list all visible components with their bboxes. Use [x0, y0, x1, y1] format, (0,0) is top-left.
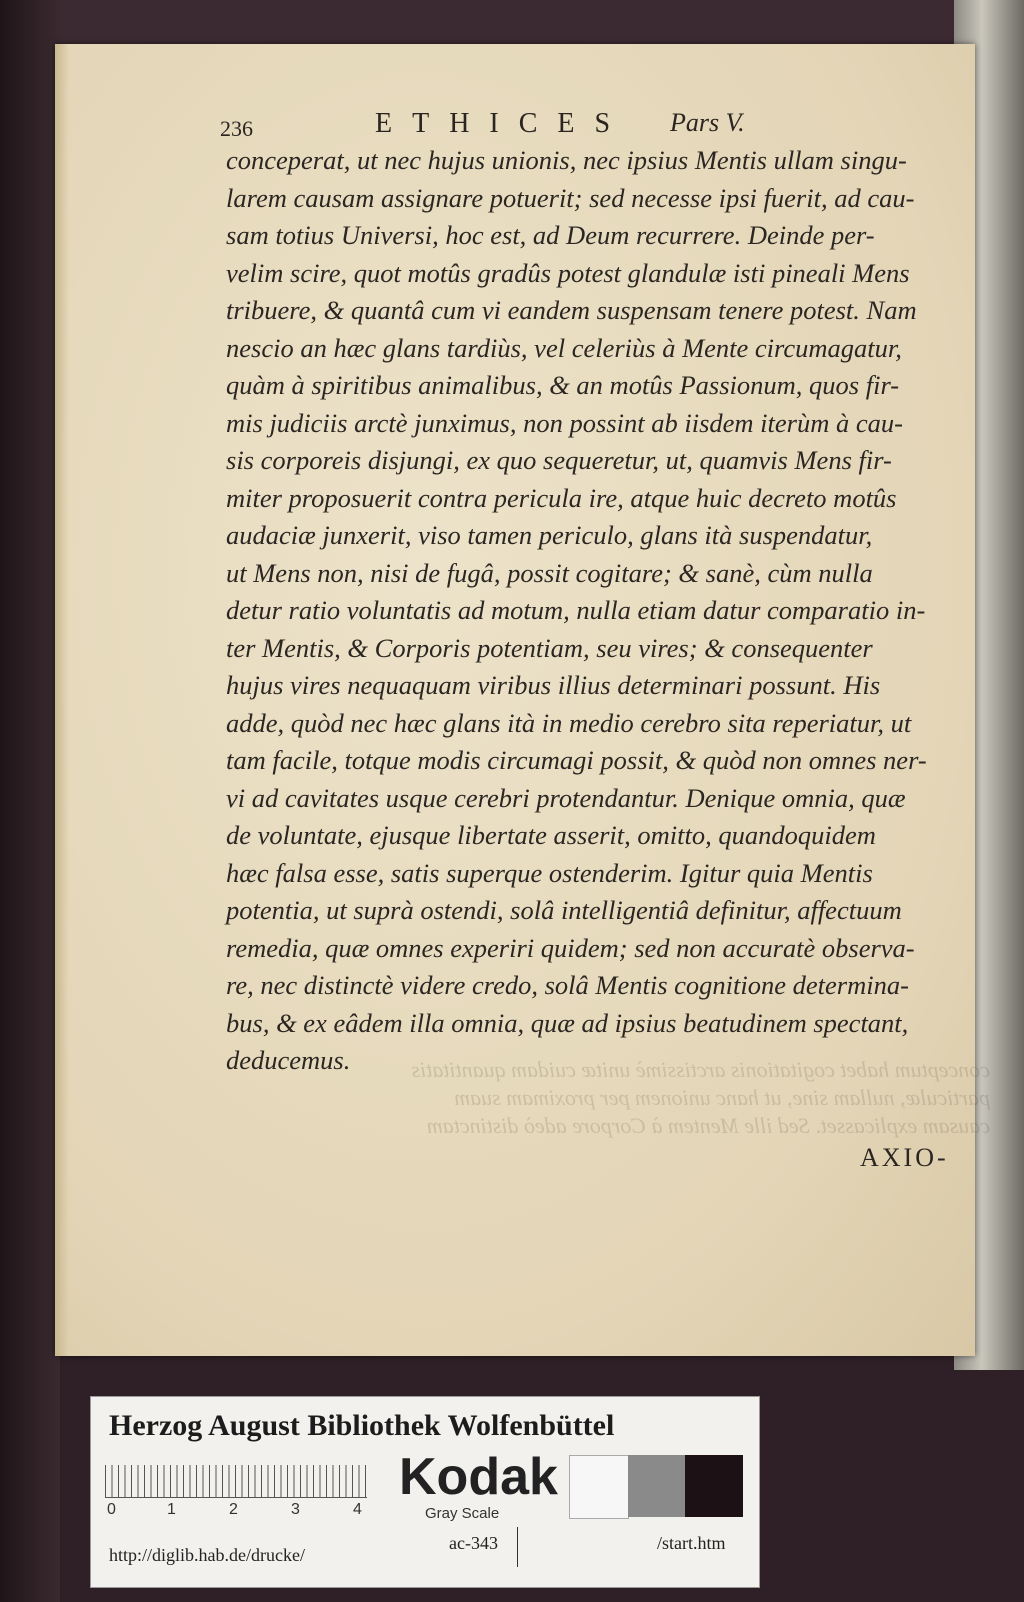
text-line: hujus vires nequaquam viribus illius determinari possunt. His	[226, 670, 881, 700]
gray-patch-white	[569, 1455, 629, 1519]
ruler-number: 1	[167, 1501, 176, 1518]
body-text	[226, 142, 971, 1080]
gray-scale-label: Gray Scale	[425, 1505, 500, 1522]
text-line: audaciæ junxerit, viso tamen periculo, glans ità suspendatur,	[226, 520, 873, 550]
catchword: AXIO-	[860, 1143, 949, 1172]
ruler-number: 3	[291, 1501, 300, 1518]
ruler-number: 0	[107, 1501, 116, 1518]
running-title: ETHICES	[375, 108, 631, 139]
show-through-text: conceptum habet cogitationis arctissimè unitæ cuidam quantitatis particulæ, nullam sine, ut hanc unionem per proximam suam causam explicasset. Sed ille Mentem à Corpore adeò distinctam	[411, 1057, 990, 1138]
text-line: conceperat, ut nec hujus unionis, nec ipsius Mentis ullam singu-	[226, 145, 907, 175]
color-target-card	[90, 1396, 760, 1588]
text-line: ter Mentis, & Corporis potentiam, seu vires; & consequenter	[226, 632, 873, 663]
text-line: detur ratio voluntatis ad motum, nulla etiam datur comparatio in-	[226, 595, 926, 625]
page-number: 236	[220, 116, 253, 141]
ruler-scale	[105, 1465, 367, 1498]
text-line: remedia, quæ omnes experiri quidem; sed non accuratè observa-	[226, 932, 915, 963]
ruler-number: 4	[353, 1501, 362, 1518]
text-line: quàm à spiritibus animalibus, & an motûs Passionum, quos fir-	[226, 370, 900, 400]
start-path: /start.htm	[657, 1533, 726, 1553]
text-line: sis corporeis disjungi, ex quo sequeretur, ut, quamvis Mens fir-	[226, 445, 892, 475]
text-line: vi ad cavitates usque cerebri protendantur. Denique omnia, quæ	[226, 782, 906, 813]
text-line: re, nec distinctè videre credo, solâ Mentis cognitione determina-	[226, 970, 909, 1000]
ruler-number: 2	[229, 1501, 238, 1518]
text-line: adde, quòd nec hæc glans ità in medio cerebro sita reperiatur, ut	[226, 707, 912, 738]
ruler-numbers	[105, 1501, 385, 1523]
library-name: Herzog August Bibliothek Wolfenbüttel	[109, 1409, 615, 1442]
text-line: ut Mens non, nisi de fugâ, possit cogitare; & sanè, cùm nulla	[226, 557, 873, 588]
gray-patch-mid	[628, 1455, 686, 1517]
text-line: bus, & ex eâdem illa omnia, quæ ad ipsius beatudinem spectant,	[226, 1007, 909, 1038]
kodak-logo: Kodak	[399, 1448, 558, 1506]
text-line: tam facile, totque modis circumagi possit, & quòd non omnes ner-	[226, 745, 927, 775]
scanner-backdrop-top	[0, 0, 1024, 44]
text-line: deducemus.	[226, 1045, 351, 1075]
text-line: nescio an hæc glans tardiùs, vel celeriùs à Mente circumagatur,	[226, 332, 902, 363]
text-line: sam totius Universi, hoc est, ad Deum recurrere. Deinde per-	[226, 220, 875, 250]
divider	[517, 1527, 518, 1567]
running-part: Pars V.	[670, 108, 745, 137]
gray-patch-black	[685, 1455, 743, 1517]
text-line: hæc falsa esse, satis superque ostenderim. Igitur quia Mentis	[226, 857, 873, 888]
scanner-backdrop-left	[0, 0, 60, 1602]
page-gutter-shadow	[55, 44, 69, 1356]
text-line: de voluntate, ejusque libertate asserit, omitto, quandoquidem	[226, 820, 876, 850]
text-line: larem causam assignare potuerit; sed necesse ipsi fuerit, ad cau-	[226, 182, 915, 213]
url-text: http://diglib.hab.de/drucke/	[109, 1545, 305, 1565]
text-line: tribuere, & quantâ cum vi eandem suspensam tenere potest. Nam	[226, 295, 917, 325]
shelfmark-code: ac-343	[449, 1533, 498, 1553]
text-line: potentia, ut suprà ostendi, solâ intelligentiâ definitur, affectuum	[226, 895, 902, 925]
text-line: miter proposuerit contra pericula ire, atque huic decreto motûs	[226, 482, 897, 513]
text-line: velim scire, quot motûs gradûs potest glandulæ isti pineali Mens	[226, 257, 910, 288]
text-line: mis judiciis arctè junximus, non possint ab iisdem iterùm à cau-	[226, 407, 903, 438]
